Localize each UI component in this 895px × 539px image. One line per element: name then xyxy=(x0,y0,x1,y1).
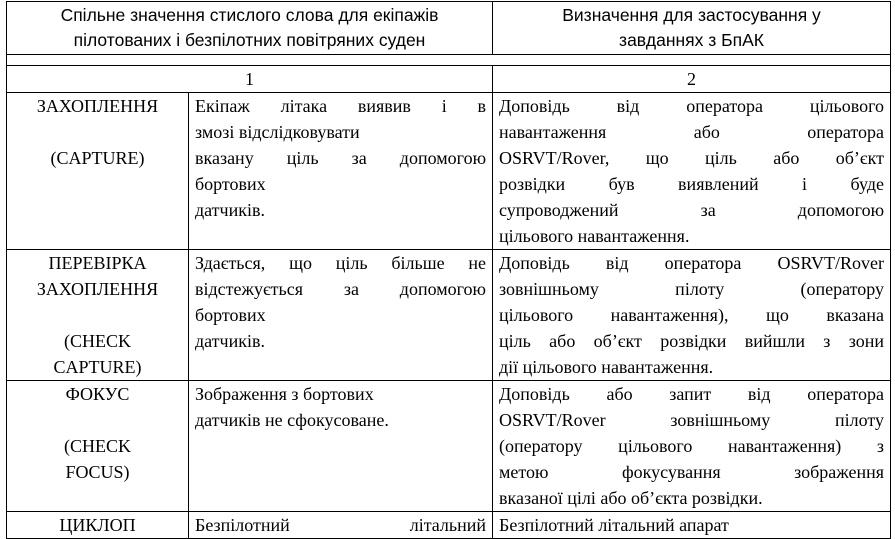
term-line: ЗАХОПЛЕННЯ xyxy=(36,279,159,299)
definition-line: Доповідь від оператора OSRVT/Rover xyxy=(499,253,885,273)
term-line xyxy=(10,302,185,328)
header-row xyxy=(7,2,891,55)
term-line: ПЕРЕВІРКА xyxy=(48,253,147,273)
meaning-line: датчиків не сфокусоване. xyxy=(195,410,389,430)
term-line xyxy=(10,119,185,145)
definition-cell xyxy=(493,250,891,381)
definition-line: метою фокусування зображення xyxy=(499,462,885,482)
terms-table xyxy=(6,1,891,539)
table-row xyxy=(7,381,891,512)
definition-line: Безпілотний літальний апарат xyxy=(499,515,729,535)
definition-cell xyxy=(493,512,891,539)
definition-line: дії цільового навантаження. xyxy=(499,357,714,377)
term-line: FOCUS) xyxy=(65,462,130,482)
definition-line: навантаження або оператора xyxy=(499,122,885,142)
meaning-line: Екіпаж літака виявив і в xyxy=(195,96,487,116)
header-left-line: Спільне значення стислого слова для екіпажів xyxy=(60,5,439,25)
meaning-line: бортових xyxy=(195,174,266,194)
header-right-line: Визначення для застосування у xyxy=(562,5,821,25)
header-left-cell xyxy=(7,2,493,55)
definition-line: OSRVT/Rover, що ціль або об’єкт xyxy=(499,148,885,168)
term-line: CAPTURE) xyxy=(53,357,142,377)
definition-line: цільового навантаження), що вказана xyxy=(499,305,885,325)
term-line: ФОКУС xyxy=(65,384,130,404)
meaning-line: Зображення з бортових xyxy=(195,384,374,404)
term-line: (CAPTURE) xyxy=(50,148,145,168)
meaning-cell xyxy=(189,512,493,539)
definition-cell xyxy=(493,93,891,250)
definition-line: цільового навантаження. xyxy=(499,226,690,246)
term-line: (CHECK xyxy=(64,436,131,456)
column-number-row xyxy=(7,66,891,93)
table-row xyxy=(7,512,891,539)
header-left-line: пілотованих і безпілотних повітряних суден xyxy=(73,30,426,50)
term-cell xyxy=(7,381,189,512)
meaning-cell xyxy=(189,93,493,250)
term-cell xyxy=(7,250,189,381)
meaning-line: бортових xyxy=(195,305,266,325)
definition-line: Доповідь від оператора цільового xyxy=(499,96,885,116)
column-number-right: 2 xyxy=(493,66,891,93)
term-line xyxy=(10,407,185,433)
meaning-line: датчиків. xyxy=(195,331,265,351)
header-right-line: завданнях з БпАК xyxy=(619,30,764,50)
meaning-line: вказану ціль за допомогою xyxy=(195,148,487,168)
meaning-line: відстежується за допомогою xyxy=(195,279,487,299)
meaning-cell xyxy=(189,250,493,381)
definition-line: зовнішньому пілоту (оператору xyxy=(499,279,885,299)
column-number-left: 1 xyxy=(7,66,493,93)
definition-line: супроводжений за допомогою xyxy=(499,200,885,220)
meaning-line: датчиків. xyxy=(195,200,265,220)
header-right-cell xyxy=(493,2,891,55)
definition-line: ціль або об’єкт розвідки вийшли з зони xyxy=(499,331,885,351)
meaning-line: Здається, що ціль більше не xyxy=(195,253,487,273)
definition-line: OSRVT/Rover зовнішньому пілоту xyxy=(499,410,885,430)
meaning-line: Безпілотний літальний xyxy=(195,515,487,535)
definition-line: (оператору цільового навантаження) з xyxy=(499,436,885,456)
definition-line: Доповідь або запит від оператора xyxy=(499,384,885,404)
term-cell xyxy=(7,512,189,539)
term-line: ЦИКЛОП xyxy=(59,515,136,535)
term-line: ЗАХОПЛЕННЯ xyxy=(36,96,159,116)
meaning-cell xyxy=(189,381,493,512)
spacer-row xyxy=(7,55,891,66)
table-row xyxy=(7,250,891,381)
definition-line: вказаної цілі або об’єкта розвідки. xyxy=(499,488,763,508)
term-cell xyxy=(7,93,189,250)
table-row xyxy=(7,93,891,250)
definition-line: розвідки був виявлений і буде xyxy=(499,174,885,194)
term-line: (CHECK xyxy=(64,331,131,351)
definition-cell xyxy=(493,381,891,512)
meaning-line: змозі відслідковувати xyxy=(195,122,360,142)
